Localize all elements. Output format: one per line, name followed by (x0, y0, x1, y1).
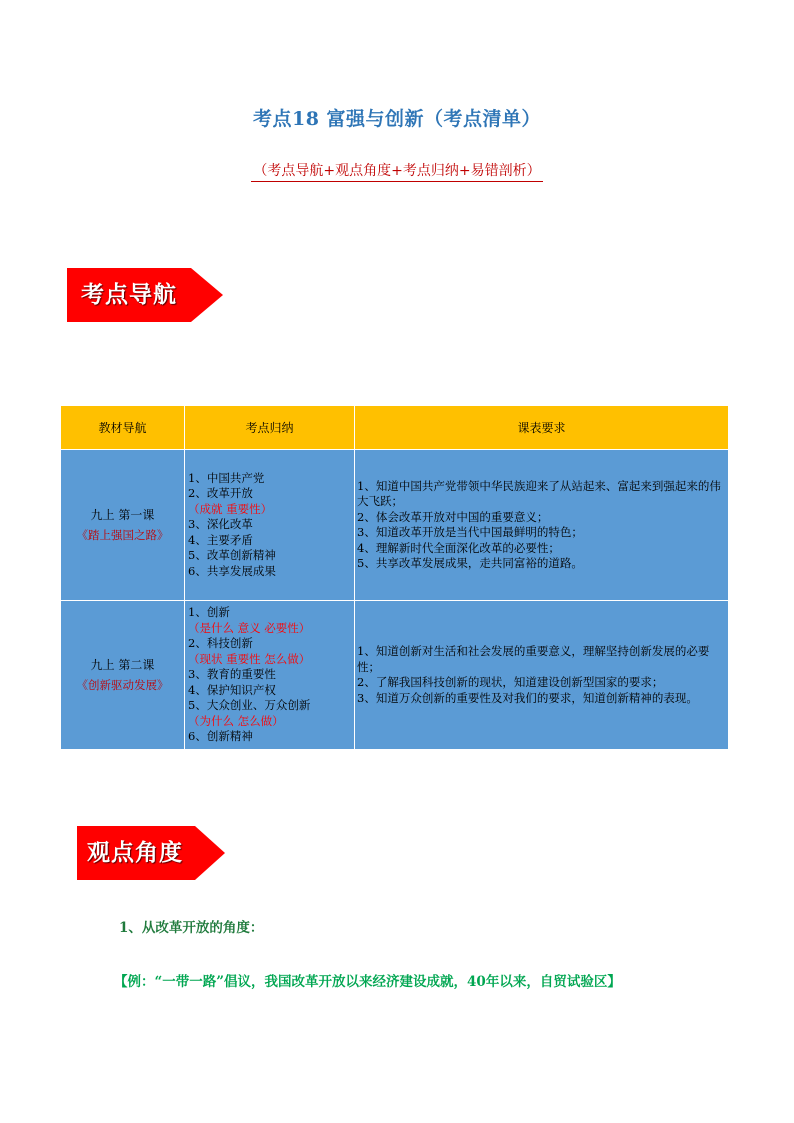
section-heading: 1、从改革开放的角度： (119, 920, 264, 936)
book-title: 《踏上强国之路》 (76, 528, 169, 542)
banner-nav (67, 268, 223, 322)
book-title: 《创新驱动发展》 (76, 678, 169, 692)
nav-table (60, 405, 729, 750)
point-item: 2、科技创新 (188, 636, 253, 651)
table-row (61, 601, 729, 750)
point-note: （是什么 意义 必要性） (188, 620, 311, 635)
requirements-cell (355, 450, 729, 601)
requirement-item: 1、知道创新对生活和社会发展的重要意义，理解坚持创新发展的必要性； (357, 644, 710, 674)
textbook-cell (61, 450, 185, 601)
point-item: 6、创新精神 (188, 729, 253, 744)
table-header-textbook: 教材导航 (61, 406, 185, 450)
point-item: 5、改革创新精神 (188, 548, 276, 563)
point-note: （为什么 怎么做） (188, 713, 284, 728)
point-item: 4、保护知识产权 (188, 682, 276, 697)
point-item: 3、教育的重要性 (188, 667, 276, 682)
unit-label: 九上 第二课 (90, 658, 155, 672)
page-subtitle: （考点导航+观点角度+考点归纳+易错剖析） (251, 162, 542, 182)
banner-angle (77, 826, 225, 880)
points-cell (185, 601, 355, 750)
requirement-item: 1、知道中国共产党带领中华民族迎来了从站起来、富起来到强起来的伟大飞跃； (357, 478, 721, 508)
point-item: 1、创新 (188, 605, 230, 620)
requirement-item: 3、知道万众创新的重要性及对我们的要求，知道创新精神的表现。 (357, 690, 698, 705)
points-cell (185, 450, 355, 601)
banner-nav-label: 考点导航 (81, 282, 177, 308)
requirement-item: 5、共享改革发展成果，走共同富裕的道路。 (357, 556, 583, 570)
example-text: 【例：“一带一路”倡议，我国改革开放以来经济建设成就，40年以来，自贸试验区】 (114, 974, 621, 990)
point-note: （现状 重要性 怎么做） (188, 651, 311, 666)
textbook-cell (61, 601, 185, 750)
point-note: （成就 重要性） (188, 501, 273, 516)
unit-label: 九上 第一课 (90, 508, 155, 522)
requirement-item: 4、理解新时代全面深化改革的必要性； (357, 540, 560, 555)
requirement-item: 2、体会改革开放对中国的重要意义； (357, 509, 549, 524)
point-item: 6、共享发展成果 (188, 563, 276, 578)
table-header-requirements: 课表要求 (355, 406, 729, 450)
requirement-item: 2、了解我国科技创新的现状，知道建设创新型国家的要求； (357, 675, 664, 689)
table-header-points: 考点归纳 (185, 406, 355, 450)
point-item: 5、大众创业、万众创新 (188, 698, 311, 713)
point-item: 2、改革开放 (188, 486, 253, 501)
point-item: 4、主要矛盾 (188, 532, 253, 547)
requirement-item: 3、知道改革开放是当代中国最鲜明的特色； (357, 525, 583, 539)
point-item: 1、中国共产党 (188, 470, 265, 485)
requirements-cell (355, 601, 729, 750)
point-item: 3、深化改革 (188, 517, 253, 532)
table-row (61, 450, 729, 601)
page-title: 考点18 富强与创新（考点清单） (252, 108, 542, 130)
banner-angle-label: 观点角度 (87, 840, 183, 866)
